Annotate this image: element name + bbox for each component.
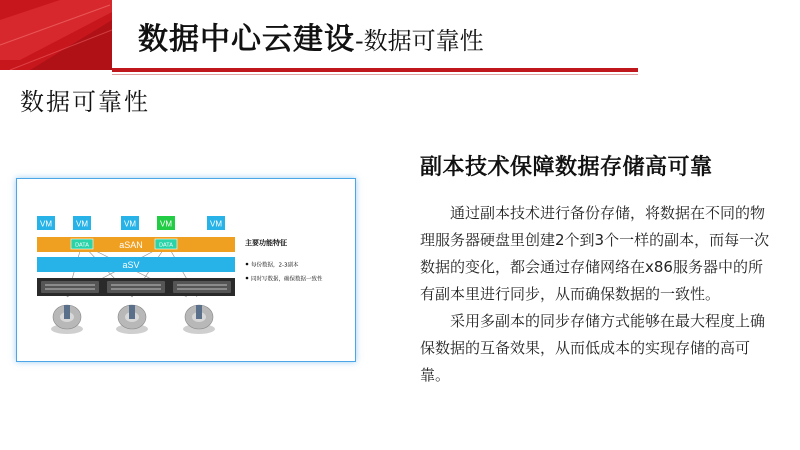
vm-row xyxy=(37,216,225,230)
disk-icon xyxy=(183,305,215,334)
vm-label: VM xyxy=(40,219,52,229)
feature-item: 每份数据，2-3副本 xyxy=(251,262,299,269)
disk-icon xyxy=(51,305,83,334)
content-paragraph: 通过副本技术进行备份存储，将数据在不同的物理服务器硬盘里创建2个到3个一样的副本，而每一次数据的变化，都会通过存储网络在x86服务器中的所有副本里进行同步，从而确保数据的一致性。 xyxy=(420,204,770,303)
data-block-label: DATA xyxy=(159,242,173,249)
section-title: 数据可靠性 xyxy=(20,88,150,116)
architecture-diagram xyxy=(16,178,356,362)
vm-label: VM xyxy=(76,219,88,229)
data-block-label: DATA xyxy=(75,242,89,249)
asv-label: aSV xyxy=(122,260,140,270)
header-decoration xyxy=(0,0,112,70)
content-paragraph: 采用多副本的同步存储方式能够在最大程度上确保数据的互备效果，从而低成本的实现存储的高可靠。 xyxy=(420,312,766,384)
header-divider-shadow xyxy=(112,74,638,75)
page-title-main: 数据中心云建设 xyxy=(138,22,355,57)
content-heading: 副本技术保障数据存储高可靠 xyxy=(420,155,713,180)
feature-bullet xyxy=(246,277,249,280)
content-body xyxy=(420,200,776,389)
vm-label: VM xyxy=(124,219,136,229)
vm-label: VM xyxy=(160,219,172,229)
server-units xyxy=(41,281,231,293)
vm-label: VM xyxy=(210,219,222,229)
features-title: 主要功能特征 xyxy=(245,239,287,247)
page-title xyxy=(138,14,484,58)
header-divider xyxy=(112,68,638,72)
feature-item: 同时写数据，确保数据一致性 xyxy=(251,276,323,283)
server-unit xyxy=(107,281,165,293)
page-title-sub: -数据可靠性 xyxy=(355,27,484,55)
asan-label: aSAN xyxy=(119,240,143,250)
feature-bullet xyxy=(246,263,249,266)
disk-icon xyxy=(116,305,148,334)
server-unit xyxy=(41,281,99,293)
server-unit xyxy=(173,281,231,293)
